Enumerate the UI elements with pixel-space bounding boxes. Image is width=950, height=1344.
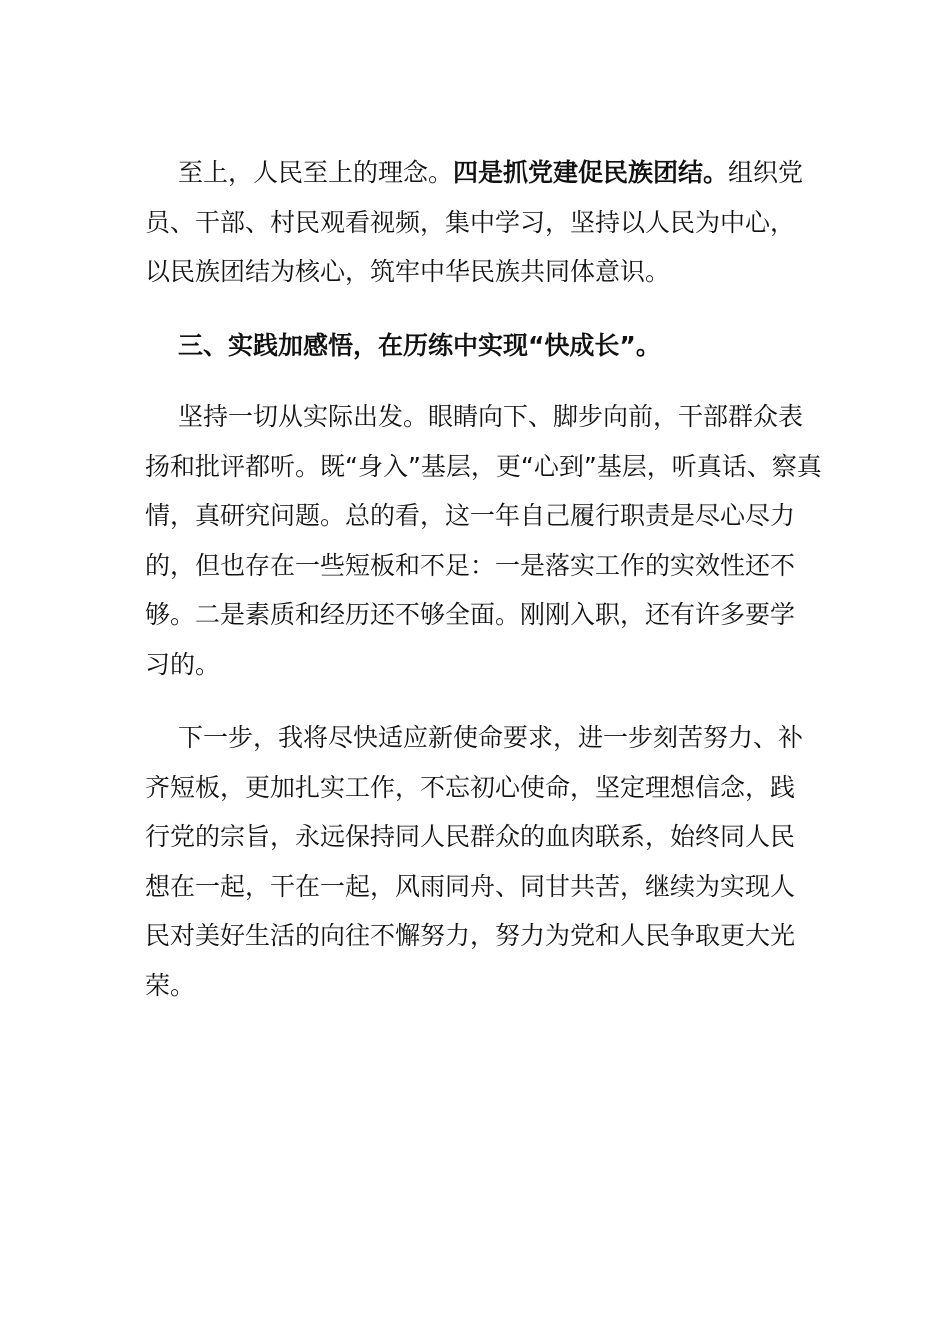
paragraph-line: 的，但也存在一些短板和不足：一是落实工作的实效性还不 <box>145 550 796 580</box>
paragraph-line: 齐短板，更加扎实工作，不忘初心使命，坚定理想信念，践 <box>145 772 796 802</box>
paragraph-line: 够。二是素质和经历还不够全面。刚刚入职，还有许多要学 <box>145 600 796 629</box>
paragraph-unity <box>145 148 810 297</box>
paragraph-line: 下一步，我将尽快适应新使命要求，进一步刻苦努力、补 <box>178 723 804 752</box>
bold-key-point: 四是抓党建促民族团结。 <box>453 158 729 187</box>
paragraph-line: 员、干部、村民观看视频，集中学习，坚持以人民为中心， <box>145 207 796 237</box>
paragraph-line: 以民族团结为核心，筑牢中华民族共同体意识。 <box>145 257 671 286</box>
paragraph-line: 行党的宗旨，永远保持同人民群众的血肉联系，始终同人民 <box>145 822 796 851</box>
paragraph-line <box>145 148 810 198</box>
paragraph-line: 想在一起，干在一起，风雨同舟、同甘共苦，继续为实现人 <box>145 871 796 901</box>
section-heading-3: 三、实践加感悟，在历练中实现“快成长”。 <box>178 331 661 360</box>
paragraph-line: 习的。 <box>145 649 221 679</box>
paragraph-next-step <box>145 713 810 1010</box>
text-run: 组织党 <box>728 158 804 187</box>
paragraph-line: 扬和批评都听。既“身入”基层，更“心到”基层，听真话、察真 <box>145 451 822 481</box>
paragraph-line: 荣。 <box>145 970 196 1000</box>
text-run: 至上，人民至上的理念。 <box>178 158 454 187</box>
paragraph-line: 情，真研究问题。总的看，这一年自己履行职责是尽心尽力 <box>145 501 796 530</box>
paragraph-line: 民对美好生活的向往不懈努力，努力为党和人民争取更大光 <box>145 921 796 950</box>
paragraph-line: 坚持一切从实际出发。眼睛向下、脚步向前，干部群众表 <box>178 402 804 431</box>
paragraph-practice <box>145 392 822 689</box>
